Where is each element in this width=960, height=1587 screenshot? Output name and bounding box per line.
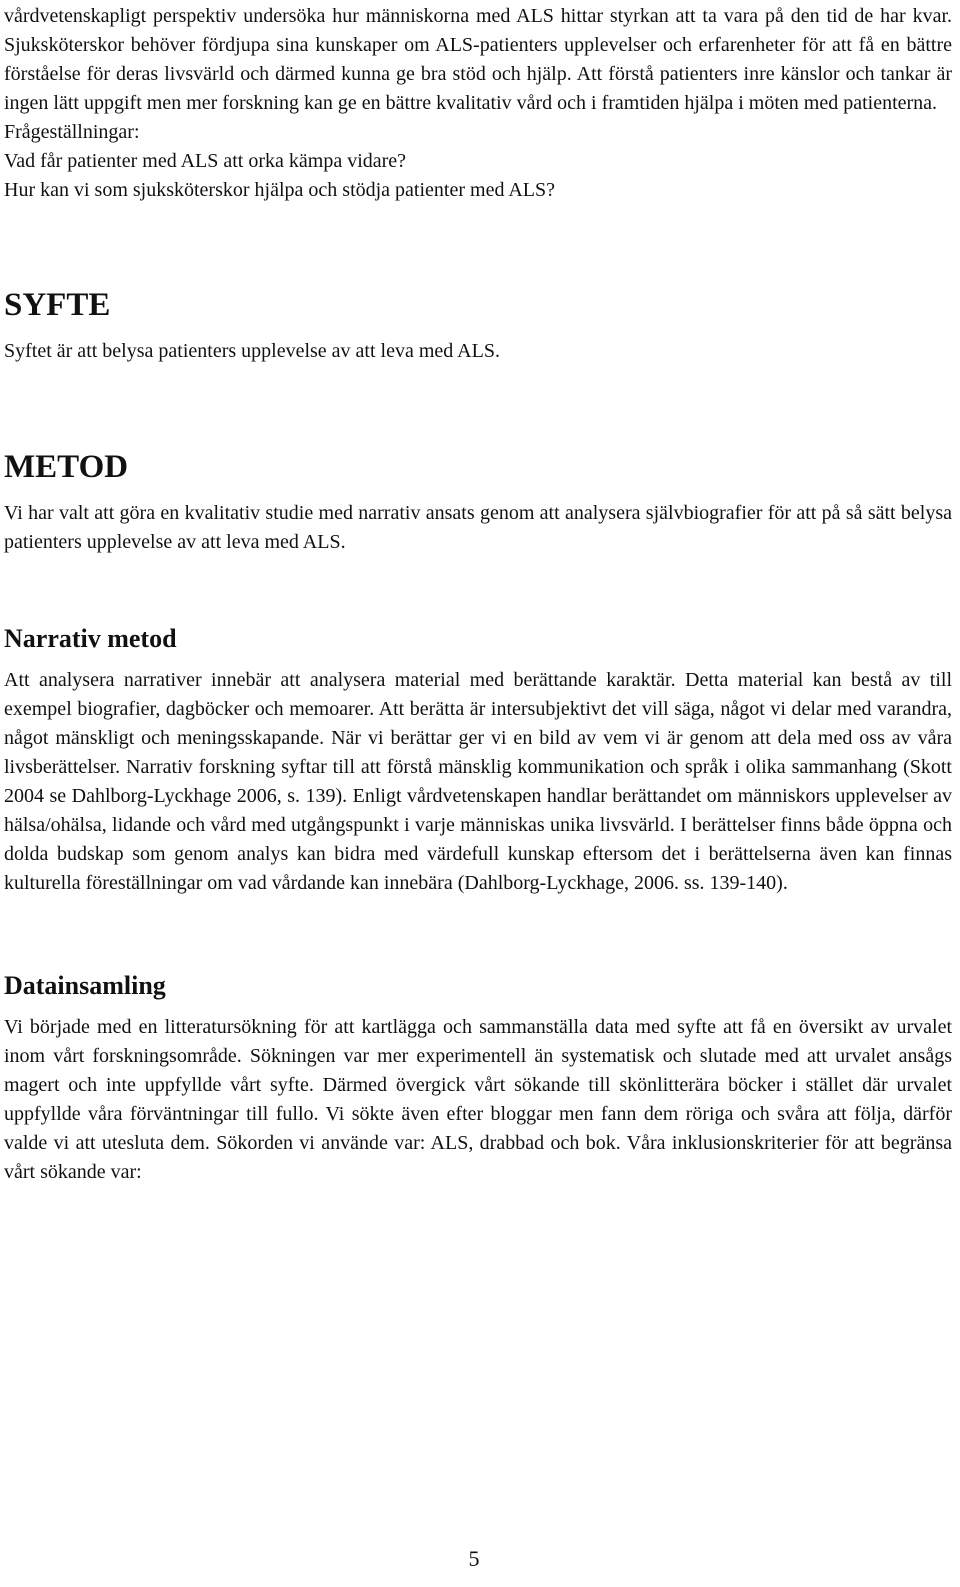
metod-heading: METOD bbox=[4, 449, 129, 485]
syfte-text: Syftet är att belysa patienters upplevelse av att leva med ALS. bbox=[4, 340, 500, 362]
document-page bbox=[4, 0, 952, 1187]
question-2: Hur kan vi som sjuksköterskor hjälpa och stödja patienter med ALS? bbox=[4, 179, 556, 201]
syfte-heading: SYFTE bbox=[4, 287, 111, 323]
question-1: Vad får patienter med ALS att orka kämpa vidare? bbox=[4, 150, 407, 172]
intro-paragraph: vårdvetenskapligt perspektiv undersöka hur människorna med ALS hittar styrkan att ta vara på den tid de har kvar. Sjuksköterskor behöver fördjupa sina kunskaper om ALS-patienters upplevelser och erfarenheter för att få en bättre förståelse för deras livsvärld och därmed kunna ge bra stöd och hjälp. Att förstå patienters inre känslor och tankar är ingen lätt uppgift men mer forskning kan ge en bättre kvalitativ vård och i framtiden hjälpa i möten med patienterna. bbox=[4, 5, 952, 114]
page-number: 5 bbox=[468, 1546, 480, 1571]
questions-label: Frågeställningar: bbox=[4, 121, 140, 143]
datainsamling-text: Vi började med en litteratursökning för att kartlägga och sammanställa data med syfte att få en översikt av urvalet inom vårt forskningsområde. Sökningen var mer experimentell än systematisk och slutade med att urvalet ansågs magert och inte uppfyllde vårt syfte. Därmed övergick vårt sökande till skönlitterära böcker i stället där urvalet uppfyllde våra förväntningar till fullo. Vi sökte även efter bloggar men fann dem röriga och svåra att följa, därför valde vi att utesluta dem. Sökorden vi använde var: ALS, drabbad och bok. Våra inklusionskriterier för att begränsa vårt sökande var: bbox=[4, 1016, 952, 1183]
narrativ-metod-heading: Narrativ metod bbox=[4, 624, 177, 653]
narrativ-metod-text: Att analysera narrativer innebär att analysera material med berättande karaktär. Detta material kan bestå av till exempel biografier, dagböcker och memoarer. Att berätta är intersubjektivt det vill säga, något vi delar med varandra, något mänskligt och meningsskapande. När vi berättar ger vi en bild av vem vi är genom att dela med oss av våra livsberättelser. Narrativ forskning syftar till att förstå mänsklig kommunikation och språk i olika sammanhang (Skott 2004 se Dahlborg-Lyckhage 2006, s. 139). Enligt vårdvetenskapen handlar berättandet om människors upplevelser av hälsa/ohälsa, lidande och vård med utgångspunkt i varje människas unika livsvärld. I berättelser finns både öppna och dolda budskap som genom analys kan bidra med värdefull kunskap eftersom det i berättelserna även kan finnas kulturella föreställningar om vad vårdande kan innebära (Dahlborg-Lyckhage, 2006. ss. 139-140). bbox=[4, 669, 952, 894]
metod-text: Vi har valt att göra en kvalitativ studie med narrativ ansats genom att analysera självbiografier för att på så sätt belysa patienters upplevelse av att leva med ALS. bbox=[4, 502, 952, 553]
datainsamling-heading: Datainsamling bbox=[4, 971, 166, 1000]
